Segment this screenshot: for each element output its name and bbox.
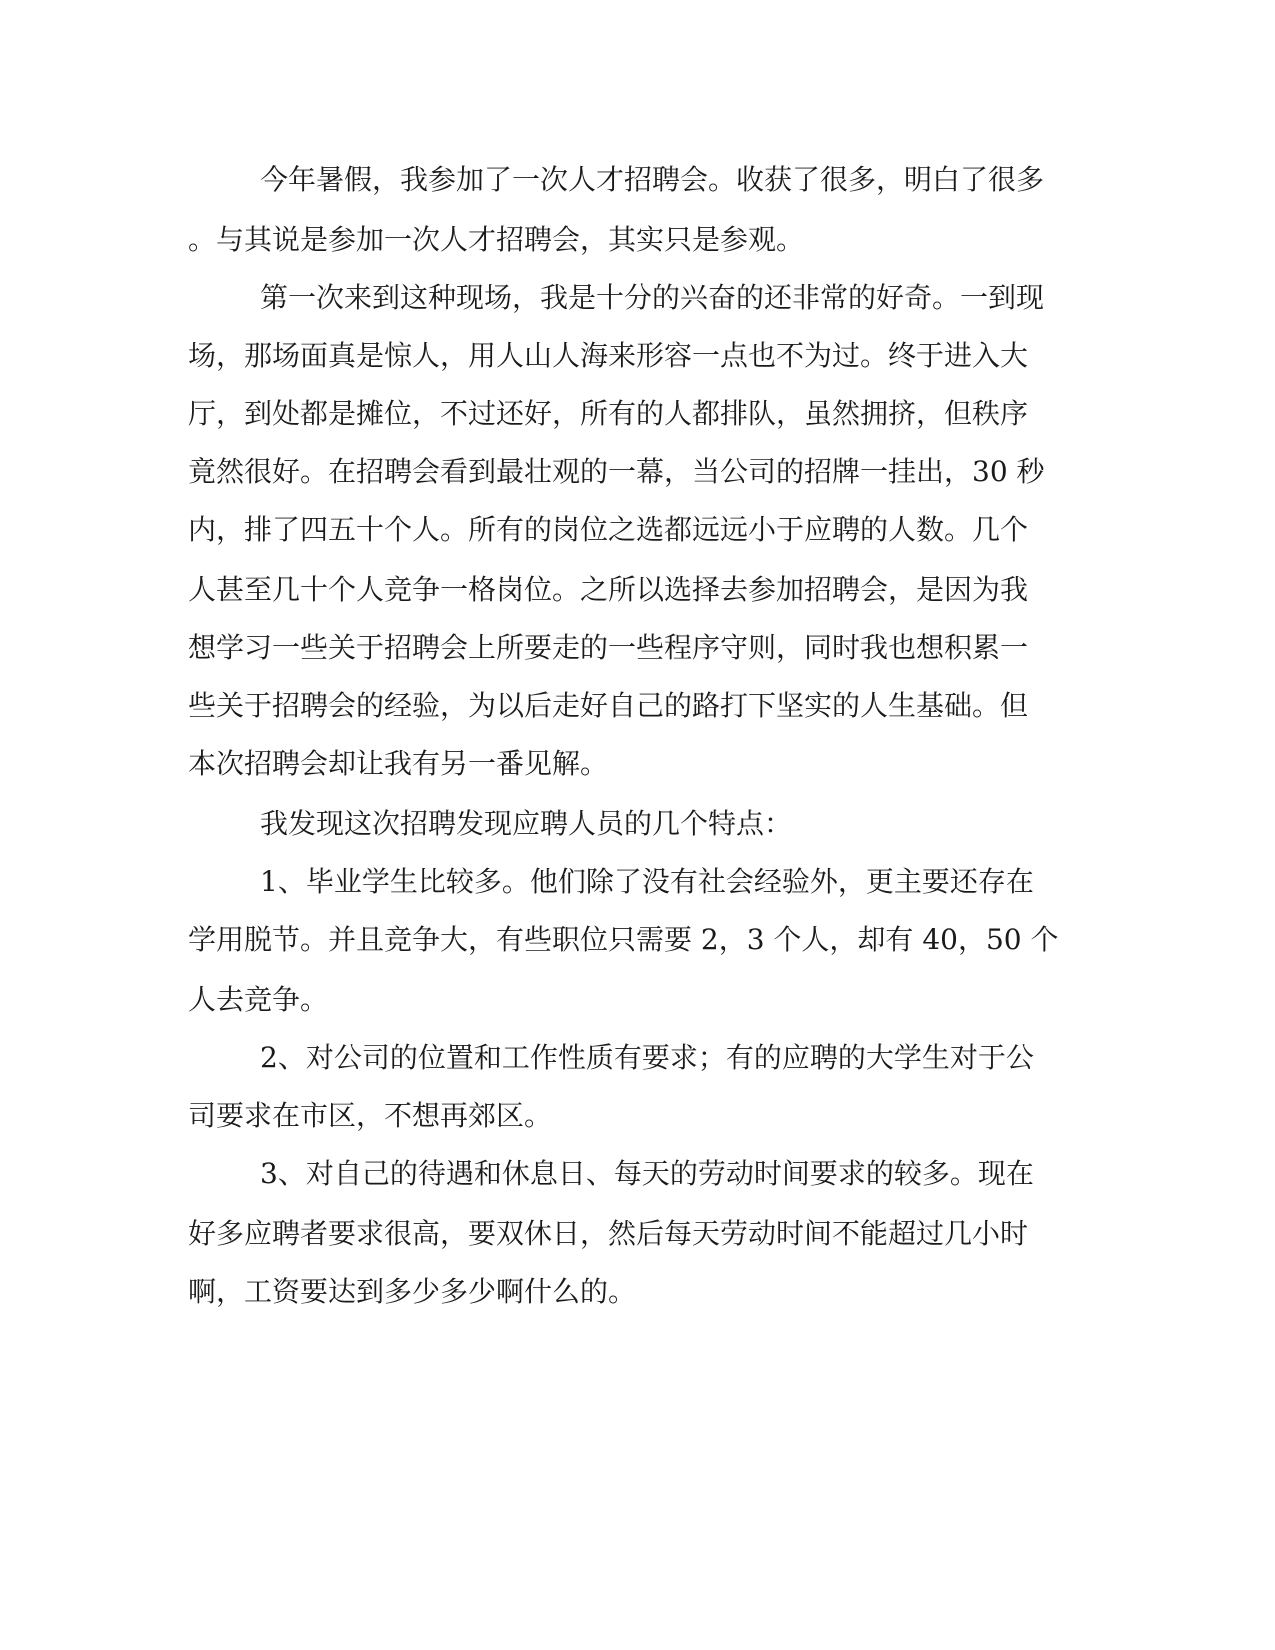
text-line: 第一次来到这种现场，我是十分的兴奋的还非常的好奇。一到现 <box>260 281 1045 314</box>
text-line: 啊，工资要达到多少多少啊什么的。 <box>188 1275 637 1308</box>
text-line: 3、对自己的待遇和休息日、每天的劳动时间要求的较多。现在 <box>260 1157 1034 1190</box>
text-line: 内，排了四五十个人。所有的岗位之选都远远小于应聘的人数。几个 <box>188 513 1029 546</box>
text-line: 1、毕业学生比较多。他们除了没有社会经验外，更主要还存在 <box>260 865 1034 898</box>
text-line: 司要求在市区，不想再郊区。 <box>188 1099 553 1132</box>
text-line: 2、对公司的位置和工作性质有要求；有的应聘的大学生对于公 <box>260 1041 1034 1074</box>
text-line: 想学习一些关于招聘会上所要走的一些程序守则，同时我也想积累一 <box>188 631 1029 664</box>
text-line: 人甚至几十个人竞争一格岗位。之所以选择去参加招聘会，是因为我 <box>188 573 1029 606</box>
text-line: 些关于招聘会的经验，为以后走好自己的路打下坚实的人生基础。但 <box>188 689 1029 722</box>
text-line: 今年暑假，我参加了一次人才招聘会。收获了很多，明白了很多 <box>260 163 1045 196</box>
text-line: 本次招聘会却让我有另一番见解。 <box>188 747 609 780</box>
text-line: 人去竞争。 <box>188 983 329 1016</box>
text-line: 。与其说是参加一次人才招聘会，其实只是参观。 <box>188 223 805 256</box>
text-line: 学用脱节。并且竞争大，有些职位只需要 2，3 个人，却有 40，50 个 <box>188 923 1059 956</box>
text-line: 我发现这次招聘发现应聘人员的几个特点： <box>260 807 793 840</box>
text-line: 好多应聘者要求很高，要双休日，然后每天劳动时间不能超过几小时 <box>188 1217 1029 1250</box>
text-line: 竟然很好。在招聘会看到最壮观的一幕，当公司的招牌一挂出，30 秒 <box>188 455 1045 488</box>
text-line: 厅，到处都是摊位，不过还好，所有的人都排队，虽然拥挤，但秩序 <box>188 397 1029 430</box>
text-line: 场，那场面真是惊人，用人山人海来形容一点也不为过。终于进入大 <box>188 339 1029 372</box>
